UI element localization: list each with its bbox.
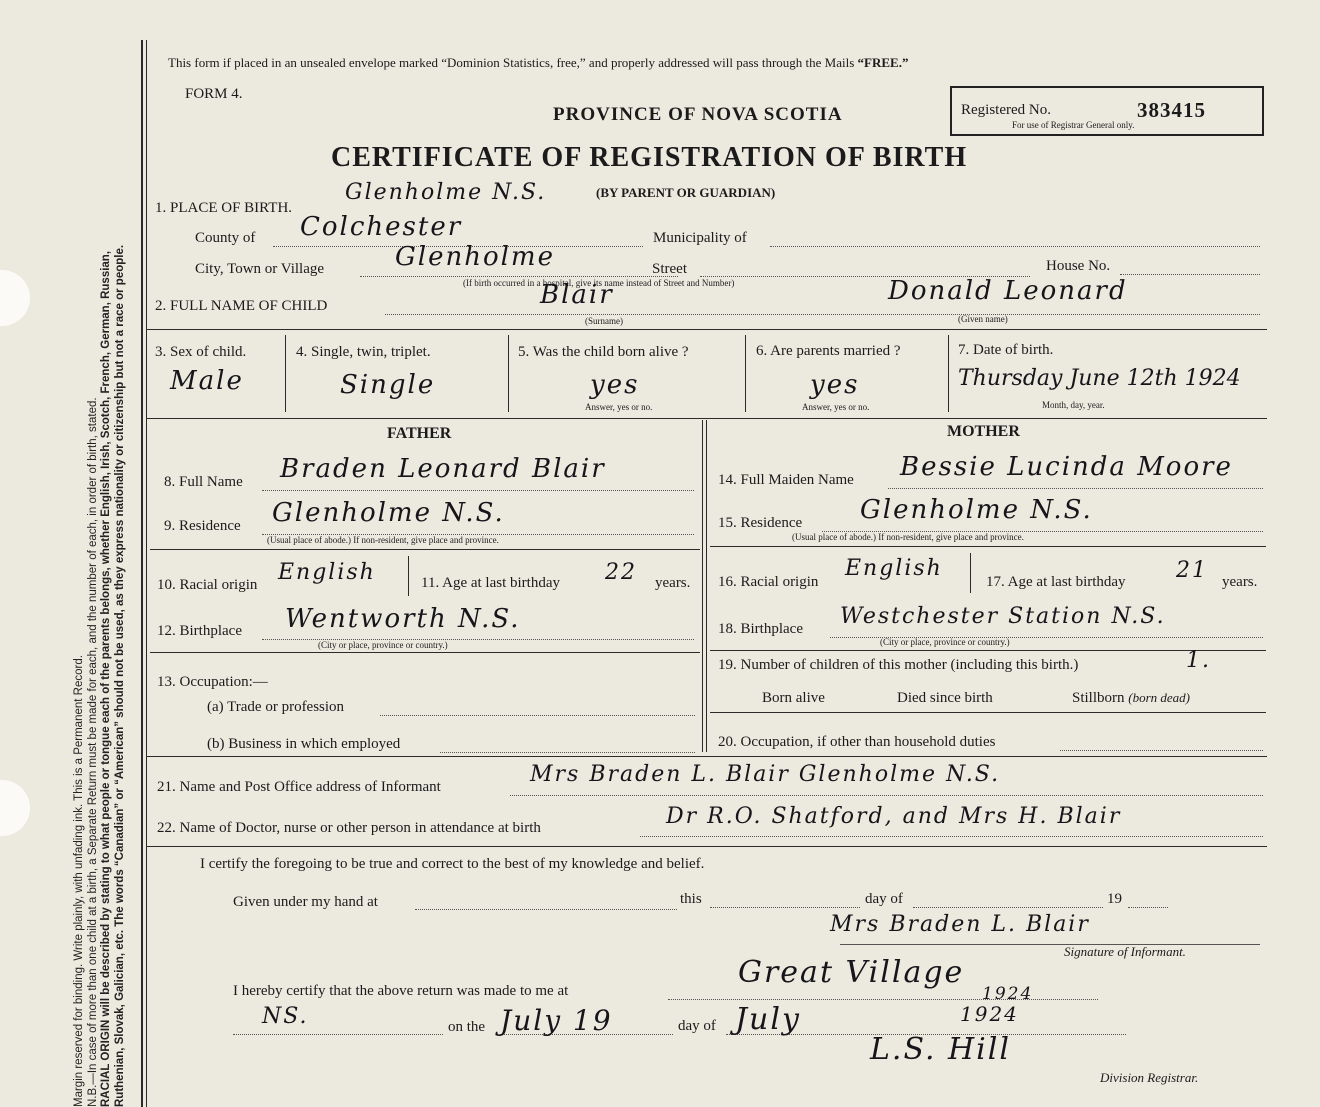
informant-value: Mrs Braden L. Blair Glenholme N.S. <box>530 762 1001 787</box>
date-of-birth-label: 7. Date of birth. <box>958 342 1054 358</box>
mother-age-label: 17. Age at last birthday <box>986 574 1126 590</box>
child-surname: Blair <box>540 280 614 310</box>
county-value: Colchester <box>300 212 463 242</box>
city-label: City, Town or Village <box>195 261 325 277</box>
mail-notice-text: This form if placed in an unsealed envelope marked “Dominion Statistics, free,” and properly addressed will pass through the Mails <box>168 55 855 70</box>
father-birthplace-value: Wentworth N.S. <box>285 604 521 634</box>
return-month: July <box>735 1002 801 1037</box>
county-label: County of <box>195 230 256 246</box>
father-trade-label: (a) Trade or profession <box>207 699 345 715</box>
return-label: I hereby certify that the above return was made to me at <box>233 983 569 999</box>
mother-racial-label: 16. Racial origin <box>718 574 819 590</box>
year-written: 1924 <box>982 984 1034 1004</box>
father-birthplace-label: 12. Birthplace <box>157 623 242 639</box>
given-under-label: Given under my hand at <box>233 894 378 910</box>
return-place-province: NS. <box>262 1004 309 1029</box>
day-of-label: day of <box>865 891 903 907</box>
day-of2-label: day of <box>678 1018 716 1034</box>
sex-label: 3. Sex of child. <box>155 344 247 360</box>
stillborn-label <box>1072 690 1190 707</box>
father-age-label: 11. Age at last birthday <box>421 575 560 591</box>
mother-residence-value: Glenholme N.S. <box>860 495 1093 525</box>
mother-birthplace-label: 18. Birthplace <box>718 621 803 637</box>
informant-label: 21. Name and Post Office address of Informant <box>157 779 441 795</box>
mother-heading: MOTHER <box>947 423 1020 440</box>
born-alive-note: Answer, yes or no. <box>585 402 653 412</box>
mother-racial-value: English <box>845 556 943 581</box>
mother-children-value: 1. <box>1186 648 1211 673</box>
city-value: Glenholme <box>395 242 555 272</box>
born-alive-value: yes <box>590 370 640 400</box>
born-alive-label: 5. Was the child born alive ? <box>518 344 689 360</box>
child-name-label: 2. FULL NAME OF CHILD <box>155 298 328 314</box>
mother-birthplace-value: Westchester Station N.S. <box>840 604 1166 629</box>
margin-line-1: Margin reserved for binding. Write plainly, with unfading ink. This is a Permanent Record. <box>73 655 85 1107</box>
child-given-name: Donald Leonard <box>888 276 1128 306</box>
single-label: 4. Single, twin, triplet. <box>296 344 431 360</box>
surname-note: (Surname) <box>585 316 623 326</box>
father-years: years. <box>655 575 691 591</box>
mother-residence-label: 15. Residence <box>718 515 803 531</box>
mother-years: years. <box>1222 574 1258 590</box>
mother-age-value: 21 <box>1176 558 1208 583</box>
form-number: FORM 4. <box>185 86 243 102</box>
parents-married-note: Answer, yes or no. <box>802 402 870 412</box>
place-of-birth-label: 1. PLACE OF BIRTH. <box>155 200 293 216</box>
stillborn-label-text: Stillborn <box>1072 690 1125 706</box>
division-registrar-label: Division Registrar. <box>1100 1070 1199 1085</box>
return-day: July 19 <box>500 1004 613 1037</box>
mail-notice-free: “FREE.” <box>857 55 909 70</box>
mother-residence-note: (Usual place of abode.) If non-resident, give place and province. <box>792 532 1024 542</box>
house-no-label: House No. <box>1046 258 1111 274</box>
given-name-note: (Given name) <box>958 314 1008 324</box>
father-racial-value: English <box>278 560 376 585</box>
registered-box <box>950 86 1264 136</box>
stillborn-note: (born dead) <box>1128 690 1191 705</box>
registered-number: 383415 <box>1137 98 1206 122</box>
parents-married-value: yes <box>810 370 860 400</box>
margin-rule <box>141 40 143 1107</box>
form-title: CERTIFICATE OF REGISTRATION OF BIRTH <box>331 142 968 173</box>
father-occupation-label: 13. Occupation:— <box>157 674 268 690</box>
binding-hole-top <box>0 270 30 326</box>
hospital-note: (If birth occurred in a hospital, give its name instead of Street and Number) <box>463 278 735 288</box>
registered-label: Registered No. <box>961 102 1051 118</box>
informant-signature: Mrs Braden L. Blair <box>830 912 1090 937</box>
father-business-label: (b) Business in which employed <box>207 736 401 752</box>
sex-value: Male <box>170 366 244 396</box>
place-of-birth-value: Glenholme N.S. <box>345 180 547 205</box>
margin-line-4: Ruthenian, Slovak, Galician, etc. The words “Canadian” or “American” should not be used, as they express nationality or citizenship but not a race or people. <box>113 244 126 1107</box>
margin-line-3: RACIAL ORIGIN will be described by stating to what people or tongue each of the parents belongs, whether English, Irish, Scotch, French, German, Russian, <box>100 250 112 1107</box>
mail-notice <box>168 55 908 71</box>
date-of-birth-value: Thursday June 12th 1924 <box>958 366 1241 391</box>
father-name-value: Braden Leonard Blair <box>280 454 606 484</box>
signature-label: Signature of Informant. <box>1064 944 1186 959</box>
date-of-birth-note: Month, day, year. <box>1042 400 1105 410</box>
margin-instructions <box>73 67 127 1107</box>
doctor-value: Dr R.O. Shatford, and Mrs H. Blair <box>666 804 1122 829</box>
mother-name-label: 14. Full Maiden Name <box>718 472 854 488</box>
father-residence-note: (Usual place of abode.) If non-resident, give place and province. <box>267 535 499 545</box>
registered-note: For use of Registrar General only. <box>1012 120 1135 130</box>
father-heading: FATHER <box>387 425 452 442</box>
mother-name-value: Bessie Lucinda Moore <box>900 452 1233 482</box>
parents-married-label: 6. Are parents married ? <box>756 343 901 359</box>
father-residence-label: 9. Residence <box>164 518 241 534</box>
by-parent-label: (BY PARENT OR GUARDIAN) <box>596 185 776 200</box>
municipality-label: Municipality of <box>653 230 747 246</box>
binding-hole-bottom <box>0 780 30 836</box>
margin-rule-inner <box>146 40 147 1107</box>
doctor-label: 22. Name of Doctor, nurse or other person in attendance at birth <box>157 820 541 836</box>
province-heading: PROVINCE OF NOVA SCOTIA <box>553 104 843 125</box>
registrar-signature: L.S. Hill <box>870 1032 1011 1067</box>
return-year: 1924 <box>960 1002 1019 1026</box>
mother-children-label: 19. Number of children of this mother (including this birth.) <box>718 657 1079 673</box>
on-the-label: on the <box>448 1019 486 1035</box>
certify-text: I certify the foregoing to be true and correct to the best of my knowledge and belief. <box>200 856 705 872</box>
father-name-label: 8. Full Name <box>164 474 243 490</box>
margin-line-2: N.B.—In case of more than one child at a birth, a Separate Return must be made for each, and the number of each, in order of birth, stated. <box>86 397 99 1107</box>
died-since-birth-label: Died since birth <box>897 690 993 706</box>
father-age-value: 22 <box>605 560 637 585</box>
father-racial-label: 10. Racial origin <box>157 577 258 593</box>
mother-birthplace-note: (City or place, province or country.) <box>880 637 1010 647</box>
father-birthplace-note: (City or place, province or country.) <box>318 640 448 650</box>
year-prefix: 19 <box>1107 891 1122 907</box>
mother-occupation-label: 20. Occupation, if other than household duties <box>718 734 996 750</box>
father-residence-value: Glenholme N.S. <box>272 498 505 528</box>
single-value: Single <box>340 370 436 400</box>
born-alive-count-label: Born alive <box>762 690 825 706</box>
this-label: this <box>680 891 702 907</box>
return-place: Great Village <box>738 955 965 990</box>
street-label: Street <box>652 261 687 277</box>
